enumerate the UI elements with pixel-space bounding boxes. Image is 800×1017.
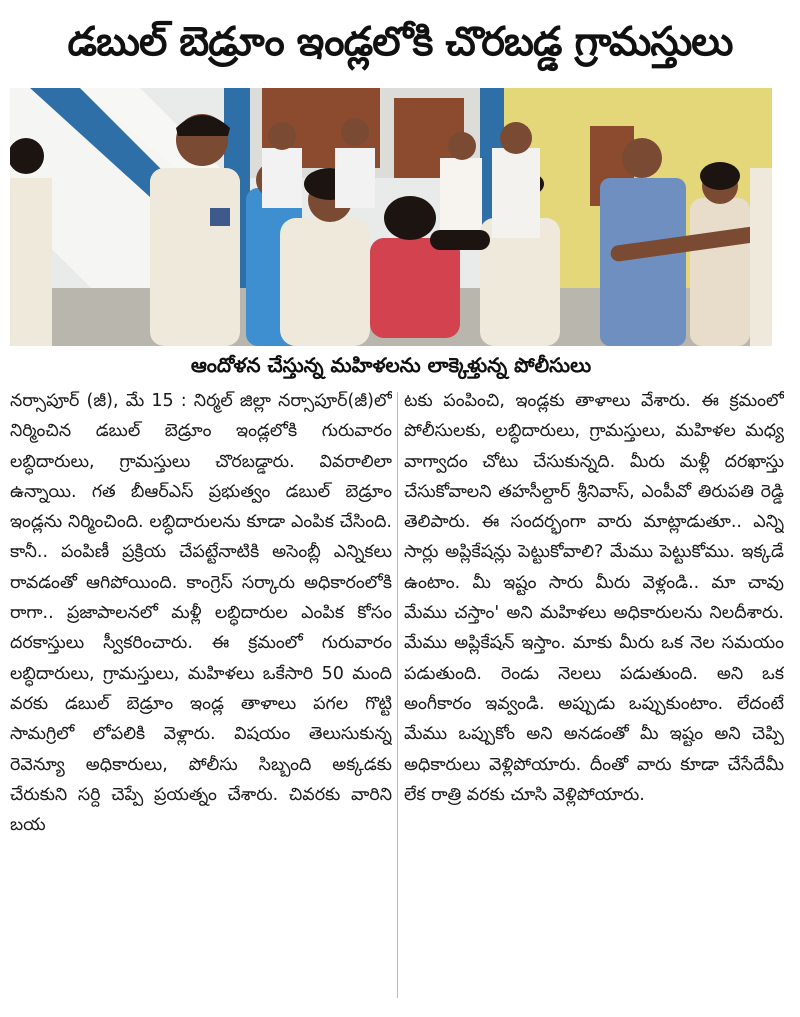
headline: డబుల్ బెడ్రూం ఇండ్లలోకి చొరబడ్డ గ్రామస్తులు — [67, 19, 733, 65]
news-photo — [10, 88, 772, 346]
article-column-right — [404, 386, 784, 1006]
article-column-left — [10, 386, 392, 1006]
article-body-right: టకు పంపించి, ఇండ్లకు తాళాలు వేశారు. ఈ క్రమంలో పోలీసులకు, లబ్ధిదారులు, గ్రామస్తులు, మహిళల మధ్య వాగ్వాదం చోటు చేసుకున్నది. మీరు మళ్లీ దరఖాస్తు చేసుకోవాలని తహసీల్దార్ శ్రీనివాస్, ఎంపీవో తిరుపతి రెడ్డి తెలిపారు. ఈ సందర్భంగా వారు మాట్లాడుతూ.. ఎన్ని సార్లు అప్లికేషన్లు పెట్టుకోవాలి? మేము పెట్టుకోము. ఇక్కడే ఉంటాం. మీ ఇష్టం సారు మీరు వెళ్లండి.. మా చావు మేము చస్తాం' అని మహిళలు అధికారులను నిలదీశారు. మేము అప్లికేషన్ ఇస్తాం. మాకు మీరు ఒక నెల సమయం పడుతుంది. రెండు నెలలు పడుతుంది. అని ఒక అంగీకారం ఇవ్వండి. అప్పుడు ఒప్పుకుంటాం. లేదంటే మేము ఒప్పుకోం అని అనడంతో మీ ఇష్టం అని చెప్పి అధికారులు వెళ్లిపోయారు. దీంతో వారు కూడా చేసేదేమీ లేక రాత్రి వరకు చూసి వెళ్లిపోయారు. — [404, 391, 784, 805]
column-divider — [397, 392, 398, 998]
article-body-left: నర్సాపూర్ (జీ), మే 15 : నిర్మల్ జిల్లా నర్సాపూర్(జీ)లో నిర్మించిన డబుల్ బెడ్రూం ఇండ్లలోకి గురువారం లబ్ధిదారులు, గ్రామస్తులు చొరబడ్డారు. వివరాలిలా ఉన్నాయి. గత బీఆర్ఎస్ ప్రభుత్వం డబుల్ బెడ్రూం ఇండ్లను నిర్మించింది. లబ్ధిదారులను కూడా ఎంపిక చేసింది. కానీ.. పంపిణీ ప్రక్రియ చేపట్టేనాటికి అసెంబ్లీ ఎన్నికలు రావడంతో ఆగిపోయింది. కాంగ్రెస్ సర్కారు అధికారంలోకి రాగా.. ప్రజాపాలనలో మళ్లీ లబ్ధిదారుల ఎంపిక కోసం దరకాస్తులు స్వీకరించారు. ఈ క్రమంలో గురువారం లబ్ధిదారులు, గ్రామస్తులు, మహిళలు ఒకేసారి 50 మంది వరకు డబుల్ బెడ్రూం ఇండ్ల తాళాలు పగల గొట్టి సామగ్రిలో లోపలికి వెళ్లారు. విషయం తెలుసుకున్న రెవెన్యూ అధికారులు, పోలీసు సిబ్బంది అక్కడకు చేరుకుని సర్ది చెప్పే ప్రయత్నం చేశారు. చివరకు వారిని బయ — [10, 391, 392, 836]
photo-caption: ఆందోళన చేస్తున్న మహిళలను లాక్కెళ్తున్న పోలీసులు — [190, 353, 592, 377]
